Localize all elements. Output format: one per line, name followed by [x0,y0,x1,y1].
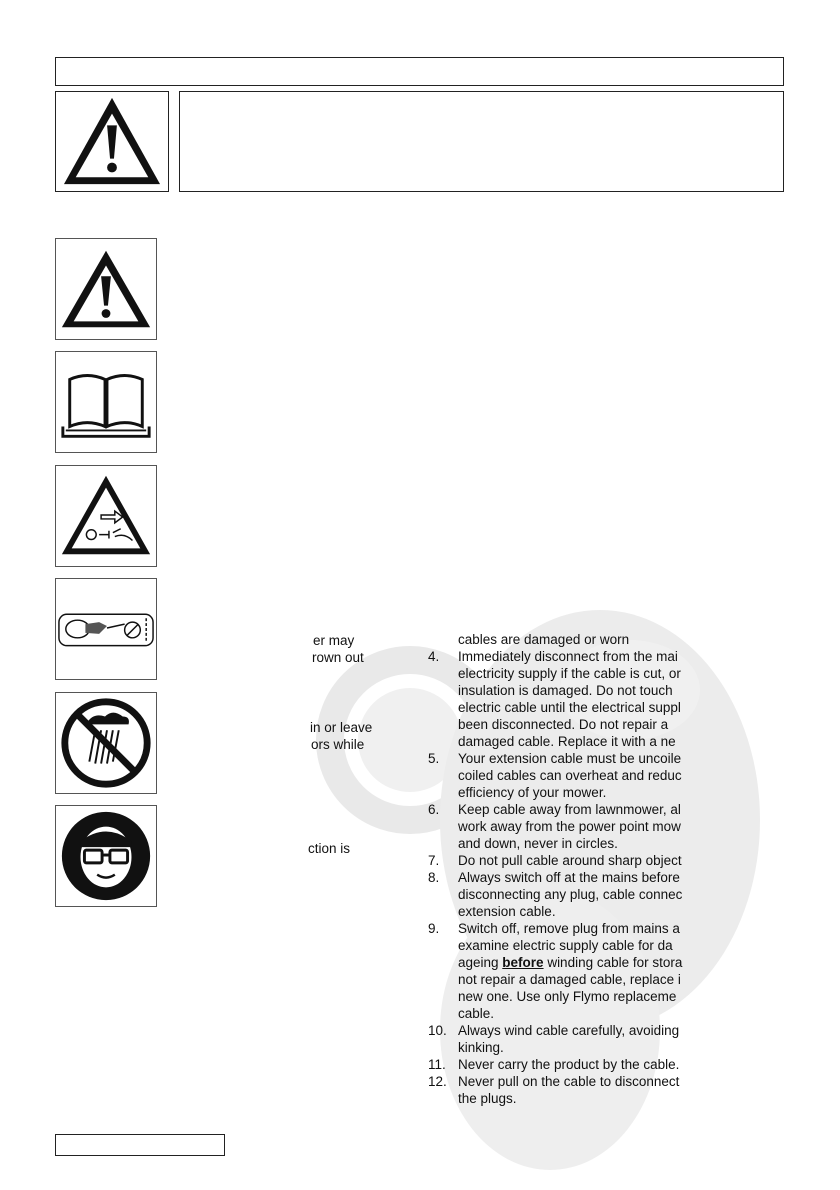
no-rain-icon-box [55,692,157,794]
list-item [428,852,727,869]
header-warning-text-box [179,91,784,192]
list-item-line: Do not pull cable around sharp object [458,853,682,868]
warning-triangle-icon [56,92,168,191]
read-manual-icon-box [55,351,157,453]
list-item [428,801,727,818]
list-item-line: the plugs. [458,1091,517,1106]
list-item-line: damaged cable. Replace it with a ne [458,734,676,749]
list-item-number: 12. [428,1074,447,1089]
list-item-line: kinking. [458,1040,504,1055]
list-item-number: 11. [428,1057,446,1072]
list-continuation-line: cables are damaged or worn [458,632,630,647]
list-item [428,1056,727,1073]
list-item-line: Immediately disconnect from the mai [458,649,678,664]
warning-icon-box [55,238,157,340]
list-item-line: examine electric supply cable for da [458,938,673,953]
list-item-line: extension cable. [458,904,556,919]
header-warning-icon-box [55,91,169,192]
list-item-text: winding cable for stora [543,955,683,970]
left-text-fragment: ction is [308,841,351,856]
list-item-line: electric cable until the electrical suppl [458,700,681,715]
list-item-line: Always wind cable carefully, avoiding [458,1023,680,1038]
list-item-number: 10. [428,1023,447,1038]
read-manual-book-icon [56,352,156,452]
list-item-line [428,954,727,971]
list-item-number: 6. [428,802,440,817]
list-item-line: Never carry the product by the cable. [458,1057,680,1072]
left-text-fragment: in or leave [310,720,373,735]
header-title-bar [55,57,784,86]
list-item-line: and down, never in circles. [458,836,618,851]
list-item-line: not repair a damaged cable, replace i [458,972,681,987]
list-item-line: cable. [458,1006,495,1021]
list-item-text: ageing [458,955,503,970]
list-item-number: 7. [428,853,440,868]
eye-protection-icon-box [55,805,157,907]
unplug-icon-box [55,465,157,567]
list-item-line: new one. Use only Flymo replaceme [458,989,677,1004]
left-text-fragment: rown out [312,650,364,665]
list-item-number: 8. [428,870,440,885]
list-item-line: Switch off, remove plug from mains a [458,921,680,936]
list-item-line: insulation is damaged. Do not touch [458,683,673,698]
list-item [428,920,727,937]
list-item-line: coiled cables can overheat and reduc [458,768,682,783]
unplug-before-maintenance-icon [56,466,156,566]
list-item-number: 5. [428,751,440,766]
no-rain-icon [56,693,156,793]
list-item [428,750,727,767]
warning-triangle-icon [56,239,156,339]
eye-protection-icon [56,806,156,906]
cable-icon-box [55,578,157,680]
list-item [428,1022,727,1039]
list-item-line: disconnecting any plug, cable connec [458,887,683,902]
list-item-line: Keep cable away from lawnmower, al [458,802,681,817]
list-item [428,648,727,665]
list-item-line: Always switch off at the mains before [458,870,680,885]
list-item-line: work away from the power point mow [458,819,681,834]
list-item-line: been disconnected. Do not repair a [458,717,669,732]
list-item-line: electricity supply if the cable is cut, or [458,666,681,681]
list-item [428,1073,727,1090]
list-item-line: Never pull on the cable to disconnect [458,1074,680,1089]
left-text-fragment: ors while [311,737,365,752]
list-item-line: Your extension cable must be uncoile [458,751,682,766]
left-text-fragment: er may [313,633,355,648]
list-item-line: efficiency of your mower. [458,785,607,800]
list-item [428,869,727,886]
cable-safety-list [428,631,727,1107]
footer-page-box [55,1134,225,1156]
cable-pictogram-icon [56,579,156,679]
list-item-number: 4. [428,649,440,664]
emphasis-before: before [502,955,544,970]
list-item-number: 9. [428,921,440,936]
